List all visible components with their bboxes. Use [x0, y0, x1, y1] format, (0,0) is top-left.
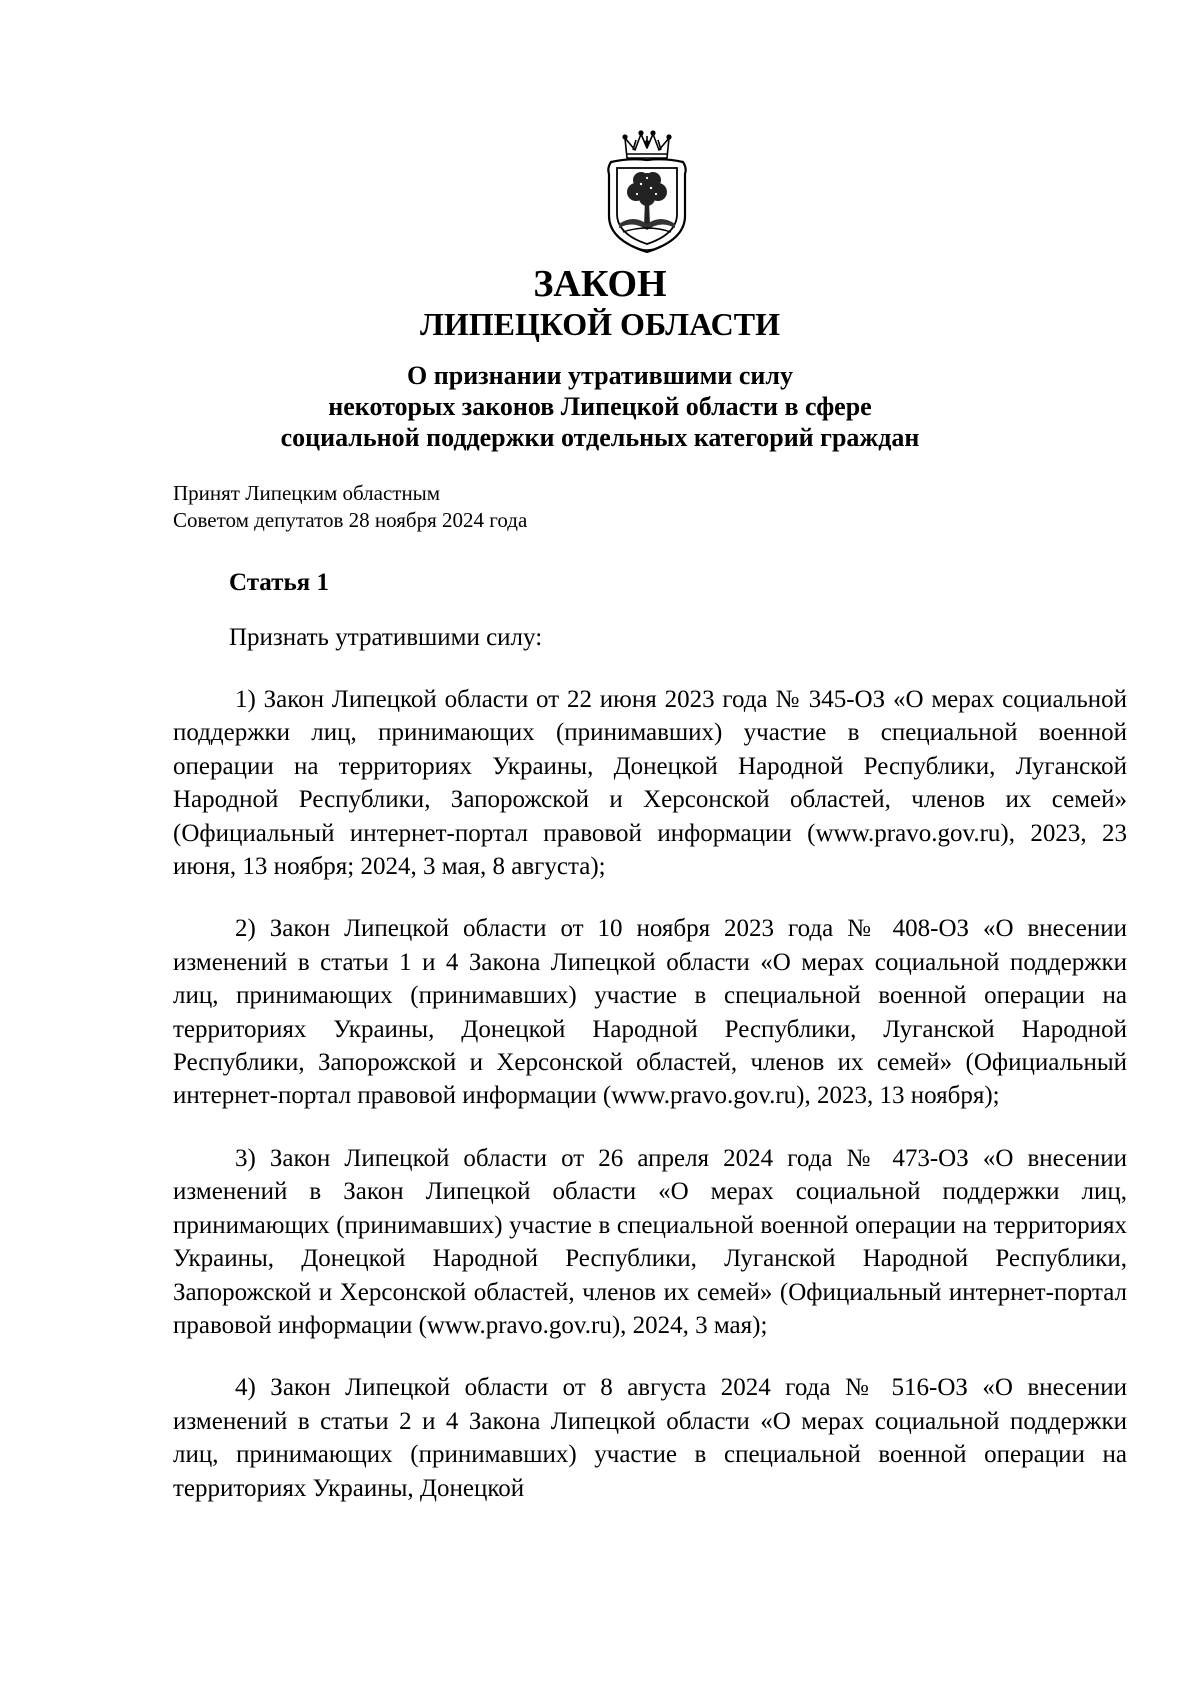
adoption-line: Советом депутатов 28 ноября 2024 года: [173, 508, 528, 532]
list-item: 4) Закон Липецкой области от 8 августа 2024 года № 516-ОЗ «О внесении изменений в статьи 2 и 4 Закона Липецкой области «О мерах социальной поддержки лиц, принимающих (принимавших) участие в специальной военной операции на территориях Украины, Донецкой: [173, 1374, 1127, 1502]
law-subject-line: О признании утратившими силу: [407, 361, 793, 390]
article-intro: Признать утратившими силу:: [229, 624, 543, 651]
law-subject-line: некоторых законов Липецкой области в сфере: [328, 392, 872, 421]
law-title: ЗАКОН: [533, 263, 667, 305]
coat-of-arms-icon: [603, 128, 691, 256]
article-heading: Статья 1: [229, 569, 329, 596]
list-item: 3) Закон Липецкой области от 26 апреля 2024 года № 473-ОЗ «О внесении изменений в Закон Липецкой области «О мерах социальной поддержки лиц, принимающих (принимавших) участие в специальной военной операции на территориях Украины, Донецкой Народной Республики, Луганской Народной Республики, Запорожской и Херсонской областей, членов их семей» (Официальный интернет-портал правовой информации (www.pravo.gov.ru), 2024, 3 мая);: [173, 1144, 1127, 1339]
adoption-line: Принят Липецким областным: [173, 481, 441, 505]
law-subject-line: социальной поддержки отдельных категорий граждан: [280, 423, 920, 452]
law-subject-title: [0, 360, 1200, 453]
list-item: 1) Закон Липецкой области от 22 июня 2023 года № 345-ОЗ «О мерах социальной поддержки лиц, принимающих (принимавших) участие в специальной военной операции на территориях Украины, Донецкой Народной Республики, Луганской Народной Республики, Запорожской и Херсонской областей, членов их семей» (Официальный интернет-портал правовой информации (www.pravo.gov.ru), 2023, 23 июня, 13 ноября; 2024, 3 мая, 8 августа);: [173, 686, 1127, 881]
list-item: 2) Закон Липецкой области от 10 ноября 2023 года № 408-ОЗ «О внесении изменений в статьи 1 и 4 Закона Липецкой области «О мерах социальной поддержки лиц, принимающих (принимавших) участие в специальной военной операции на территориях Украины, Донецкой Народной Республики, Луганской Народной Республики, Запорожской и Херсонской областей, членов их семей» (Официальный интернет-портал правовой информации (www.pravo.gov.ru), 2023, 13 ноября);: [173, 915, 1127, 1110]
repealed-laws-list: [173, 683, 1127, 1534]
law-region-title: ЛИПЕЦКОЙ ОБЛАСТИ: [420, 306, 780, 342]
adoption-note: [173, 480, 527, 534]
